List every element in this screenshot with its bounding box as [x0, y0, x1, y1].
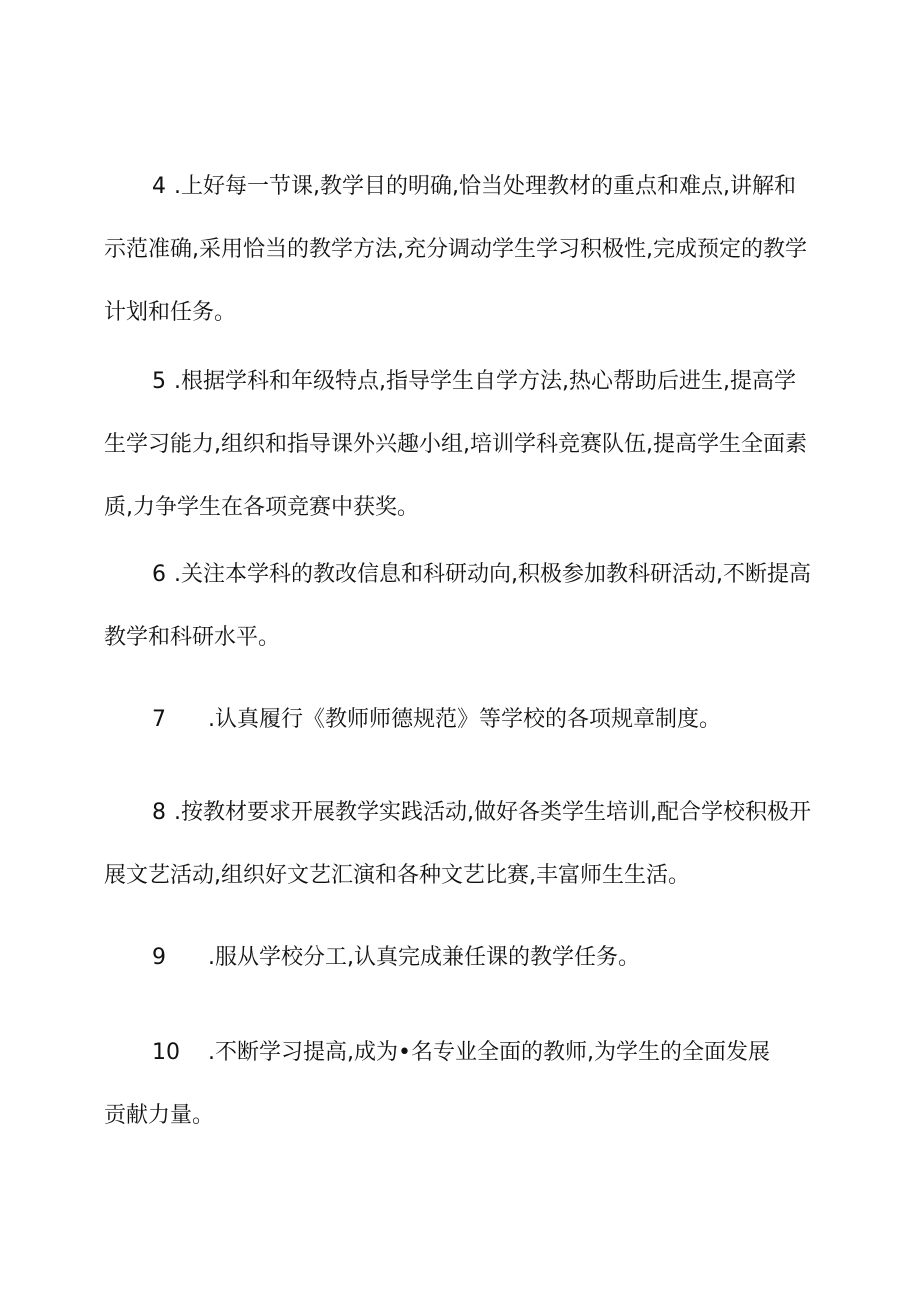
list-item-5	[104, 364, 844, 526]
item-text-line: .服从学校分工,认真完成兼任课的教学任务。	[208, 945, 640, 970]
item-text-line: .不断学习提高,成为•名专业全面的教师,为学生的全面发展	[208, 1040, 770, 1065]
list-item-9	[104, 940, 844, 976]
item-text-line: 质,力争学生在各项竞赛中获奖。	[104, 495, 419, 520]
item-number: 10	[152, 1040, 180, 1065]
item-text-line: 生学习能力,组织和指导课外兴趣小组,培训学科竞赛队伍,提高学生全面素	[104, 432, 807, 457]
item-number: 9	[152, 945, 166, 970]
list-item-10	[104, 1035, 844, 1134]
item-text-line: 贡献力量。	[104, 1103, 215, 1128]
item-text-line: 教学和科研水平。	[104, 625, 281, 650]
item-text-line: 计划和任务。	[104, 300, 237, 325]
item-number: 6	[152, 562, 166, 587]
item-number: 5	[152, 369, 166, 394]
item-text-line: .按教材要求开展教学实践活动,做好各类学生培训,配合学校积极开	[174, 800, 811, 825]
item-text-line: .认真履行《教师师德规范》等学校的各项规章制度。	[208, 707, 721, 732]
item-text-line: .上好每一节课,教学目的明确,恰当处理教材的重点和难点,讲解和	[174, 174, 796, 199]
item-text-line: 示范准确,采用恰当的教学方法,充分调动学生学习积极性,完成预定的教学	[104, 237, 807, 262]
item-number: 7	[152, 707, 166, 732]
item-text-line: 展文艺活动,组织好文艺汇演和各种文艺比赛,丰富师生生活。	[104, 863, 690, 888]
item-number: 8	[152, 800, 166, 825]
list-item-4	[104, 169, 844, 331]
list-item-8	[104, 795, 844, 894]
item-number: 4	[152, 174, 166, 199]
list-item-7	[104, 702, 844, 738]
list-item-6	[104, 557, 844, 656]
item-text-line: .根据学科和年级特点,指导学生自学方法,热心帮助后进生,提高学	[174, 369, 796, 394]
item-text-line: .关注本学科的教改信息和科研动向,积极参加教科研活动,不断提高	[174, 562, 811, 587]
